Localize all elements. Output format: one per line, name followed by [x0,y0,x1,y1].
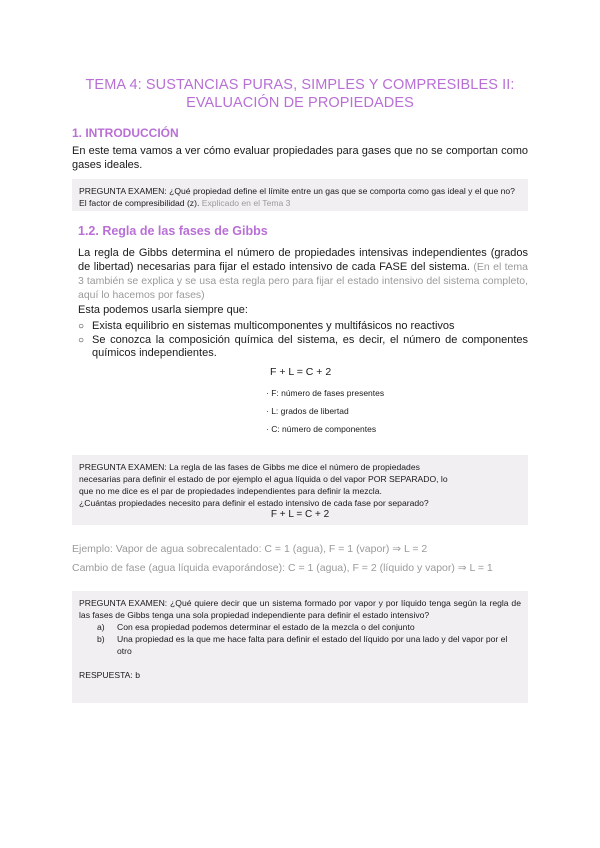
list-item [78,320,528,333]
exam-question-note: Explicado en el Tema 3 [201,198,291,208]
option-text: Una propiedad es la que me hace falta para definir el estado del líquido por una lado y del vapor por el otro [117,634,508,656]
gibbs-formula: F + L = C + 2 [270,366,332,378]
gibbs-paragraph [78,246,528,302]
conditions-list [78,320,528,361]
option-text: Con esa propiedad podemos determinar el estado de la mezcla o del conjunto [117,622,415,632]
exam-question-text: PREGUNTA EXAMEN: ¿Qué propiedad define el límite entre un gas que se comporta como gas ideal y el que no? El factor de compresibilidad (z). [79,186,515,208]
list-item-text: Se conozca la composición química del sistema, es decir, el número de componentes químicos independientes. [92,334,528,359]
list-item [78,334,528,360]
gibbs-aside: (En el tema 3 también se explica y se usa esta regla pero para fijar el estado intensivo del sistema completo, aquí lo hacemos por fases) [78,261,528,301]
box2-formula: F + L = C + 2 [270,509,330,520]
variable-l: · L: grados de libertad [266,406,349,416]
exam-question-box-2 [72,455,528,525]
document-title [40,76,560,112]
title-line-2: EVALUACIÓN DE PROPIEDADES [186,95,414,111]
exam-question-box-1 [72,179,528,211]
box2-line: ¿Cuántas propiedades necesito para definir el estado intensivo de cada fase por separado? [79,498,429,508]
box2-line: necesarias para definir el estado de por ejemplo el agua líquida o del vapor POR SEPARADO, lo [79,474,448,484]
box2-line: que no me dice es el par de propiedades independientes para definir la mezcla. [79,486,382,496]
option-label: a) [97,622,105,632]
answer-option-b [97,633,521,657]
exam-question-box-3 [72,591,528,703]
answer-text: RESPUESTA: b [79,670,140,680]
section-heading-introduccion: 1. INTRODUCCIÓN [72,126,179,140]
formula-variables [266,384,384,438]
example-line-2: Cambio de fase (agua líquida evaporándose): C = 1 (agua), F = 2 (líquido y vapor) ⇒ L = 1 [72,562,493,574]
list-item-text: Exista equilibrio en sistemas multicomponentes y multifásicos no reactivos [92,320,455,332]
intro-paragraph: En este tema vamos a ver cómo evaluar propiedades para gases que no se comportan como gases ideales. [72,145,528,171]
bullet-circle-icon: ○ [78,321,85,332]
title-line-1: TEMA 4: SUSTANCIAS PURAS, SIMPLES Y COMPRESIBLES II: [85,77,515,93]
option-label: b) [97,634,105,644]
variable-f: · F: número de fases presentes [266,388,385,398]
gibbs-lead: Esta podemos usarla siempre que: [78,304,248,316]
box2-line: PREGUNTA EXAMEN: La regla de las fases de Gibbs me dice el número de propiedades [79,462,420,472]
answer-option-a [97,621,521,633]
gibbs-definition: La regla de Gibbs determina el número de propiedades intensivas independientes (grados de libertad) necesarias para fijar el estado intensivo de cada FASE del sistema. [78,247,528,273]
section-heading-gibbs: 1.2. Regla de las fases de Gibbs [78,224,268,238]
variable-c: · C: número de componentes [266,424,377,434]
box3-question: PREGUNTA EXAMEN: ¿Qué quiere decir que un sistema formado por vapor y por líquido tenga según la regla de las fases de Gibbs tenga una sola propiedad independiente para definir el estado intensivo? [79,598,521,620]
bullet-circle-icon: ○ [78,335,85,346]
example-line-1: Ejemplo: Vapor de agua sobrecalentado: C = 1 (agua), F = 1 (vapor) ⇒ L = 2 [72,543,428,555]
